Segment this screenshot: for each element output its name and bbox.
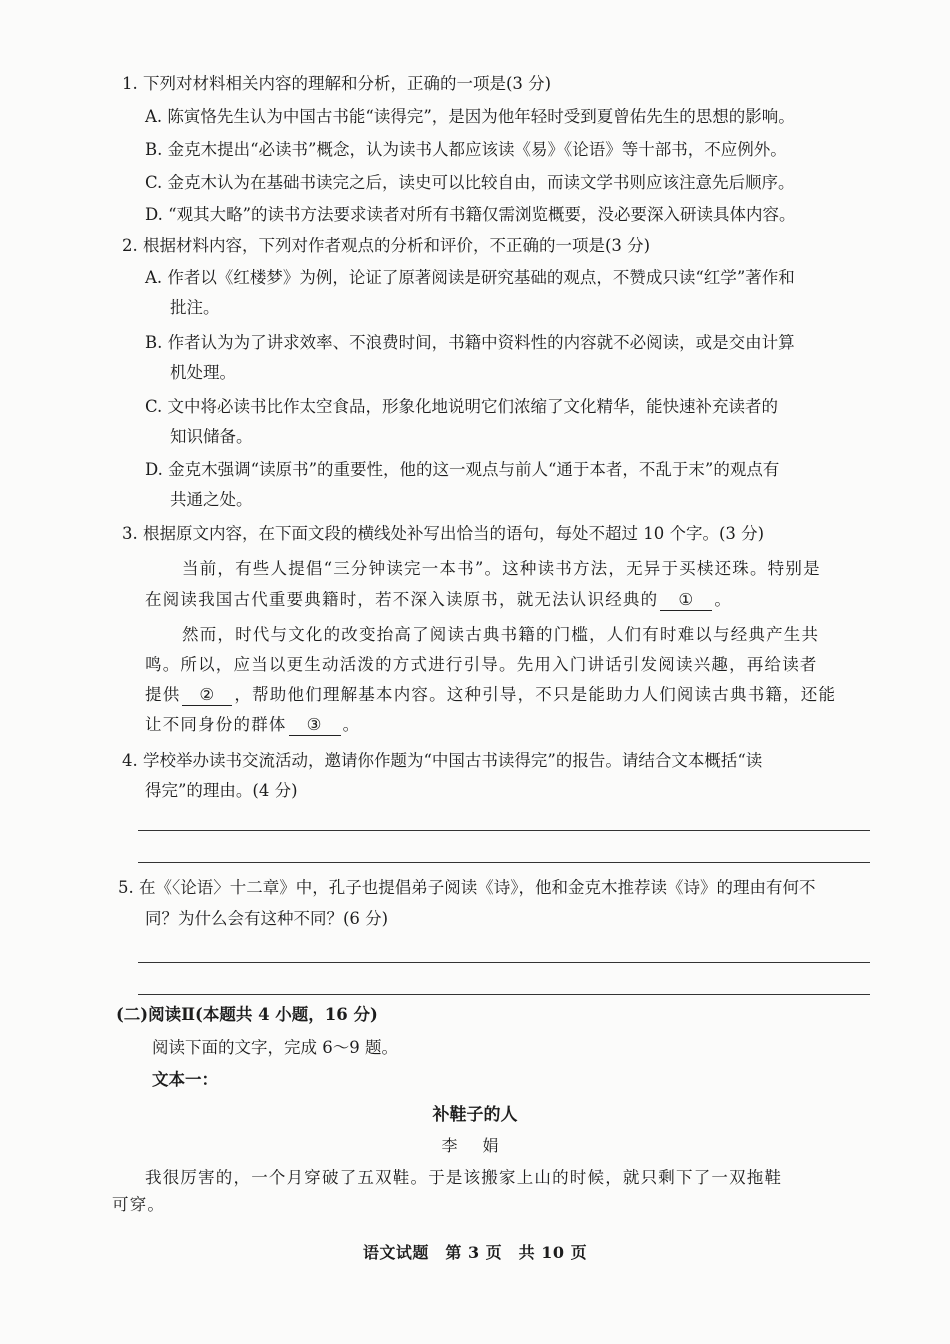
q2-option-b: B. 作者认为为了讲求效率、不浪费时间，书籍中资料性的内容就不必阅读，或是交由计算 [145, 333, 795, 352]
q1-option-c: C. 金克木认为在基础书读完之后，读史可以比较自由，而读文学书则应该注意先后顺序。 [145, 173, 795, 192]
q1-option-d: D. “观其大略”的读书方法要求读者对所有书籍仅需浏览概要，没必要深入研读具体内容。 [145, 205, 796, 224]
blank-2[interactable]: ② [182, 685, 232, 706]
q3-para2-line1: 然而，时代与文化的改变抬高了阅读古典书籍的门槛，人们有时难以与经典产生共 [182, 625, 820, 644]
q5-answer-line-1[interactable] [138, 962, 870, 963]
q5-line2: 同？为什么会有这种不同？(6 分) [145, 909, 389, 928]
q1-option-b: B. 金克木提出“必读书”概念，认为读书人都应该读《易》《论语》等十部书，不应例外。 [145, 140, 787, 159]
q2-option-b-cont: 机处理。 [170, 363, 236, 382]
passage-body-line1: 我很厉害的，一个月穿破了五双鞋。于是该搬家上山的时候，就只剩下了一双拖鞋 [145, 1168, 783, 1187]
q3-para2-line3-start: 提供 [145, 685, 181, 704]
q2-option-a: A. 作者以《红楼梦》为例，论证了原著阅读是研究基础的观点，不赞成只读“红学”著作和 [145, 268, 795, 287]
q2-option-c-cont: 知识储备。 [170, 427, 253, 446]
q4-answer-line-1[interactable] [138, 830, 870, 831]
q2-option-d: D. 金克木强调“读原书”的重要性，他的这一观点与前人“通于本者，不乱于末”的观点有 [145, 460, 780, 479]
q3-para1-line2-text: 在阅读我国古代重要典籍时，若不深入读原书，就无法认识经典的 [145, 590, 659, 609]
q4-line1: 4. 学校举办读书交流活动，邀请你作题为“中国古书读得完”的报告。请结合文本概括“读 [122, 751, 763, 770]
passage-body-line2: 可穿。 [112, 1195, 166, 1214]
passage-title: 补鞋子的人 [432, 1105, 518, 1125]
q3-para2-line3 [145, 684, 836, 706]
q3-para2-line4-start: 让不同身份的群体 [145, 715, 287, 734]
blank-1[interactable]: ① [660, 590, 712, 611]
page-footer: 语文试题 第 3 页 共 10 页 [362, 1243, 588, 1262]
blank-3[interactable]: ③ [289, 715, 341, 736]
q3-para2-line3-end: ，帮助他们理解基本内容。这种引导，不只是能助力人们阅读古典书籍，还能 [234, 685, 837, 704]
q3-para1-line1: 当前，有些人提倡“三分钟读完一本书”。这种读书方法，无异于买椟还珠。特别是 [182, 559, 821, 578]
q3-para2-line4 [145, 714, 360, 736]
q2-option-d-cont: 共通之处。 [170, 490, 253, 509]
q3-stem: 3. 根据原文内容，在下面文段的横线处补写出恰当的语句，每处不超过 10 个字。(3 分) [122, 524, 765, 543]
q3-para1-line2 [145, 589, 732, 611]
section2-instruction: 阅读下面的文字，完成 6～9 题。 [152, 1038, 398, 1057]
q2-stem: 2. 根据材料内容，下列对作者观点的分析和评价，不正确的一项是(3 分) [122, 236, 651, 255]
q5-answer-line-2[interactable] [138, 994, 870, 995]
q3-para1-line2-end: 。 [714, 590, 733, 609]
q3-para2-line4-end: 。 [342, 715, 361, 734]
q5-line1: 5. 在《〈论语〉十二章》中，孔子也提倡弟子阅读《诗》，他和金克木推荐读《诗》的理由有何不 [118, 878, 816, 897]
q4-answer-line-2[interactable] [138, 862, 870, 863]
q1-stem: 1. 下列对材料相关内容的理解和分析，正确的一项是(3 分) [122, 74, 552, 93]
section2-heading: (二)阅读Ⅱ(本题共 4 小题，16 分) [116, 1005, 378, 1024]
q2-option-a-cont: 批注。 [170, 298, 220, 317]
q3-para2-line2: 鸣。所以，应当以更生动活泼的方式进行引导。先用入门讲话引发阅读兴趣，再给读者 [145, 655, 818, 674]
text-one-label: 文本一： [152, 1070, 218, 1089]
q1-option-a: A. 陈寅恪先生认为中国古书能“读得完”，是因为他年轻时受到夏曾佑先生的思想的影响。 [145, 107, 795, 126]
q2-option-c: C. 文中将必读书比作太空食品，形象化地说明它们浓缩了文化精华，能快速补充读者的 [145, 397, 779, 416]
passage-author: 李 娟 [441, 1136, 509, 1155]
q4-line2: 得完”的理由。(4 分) [145, 781, 298, 800]
